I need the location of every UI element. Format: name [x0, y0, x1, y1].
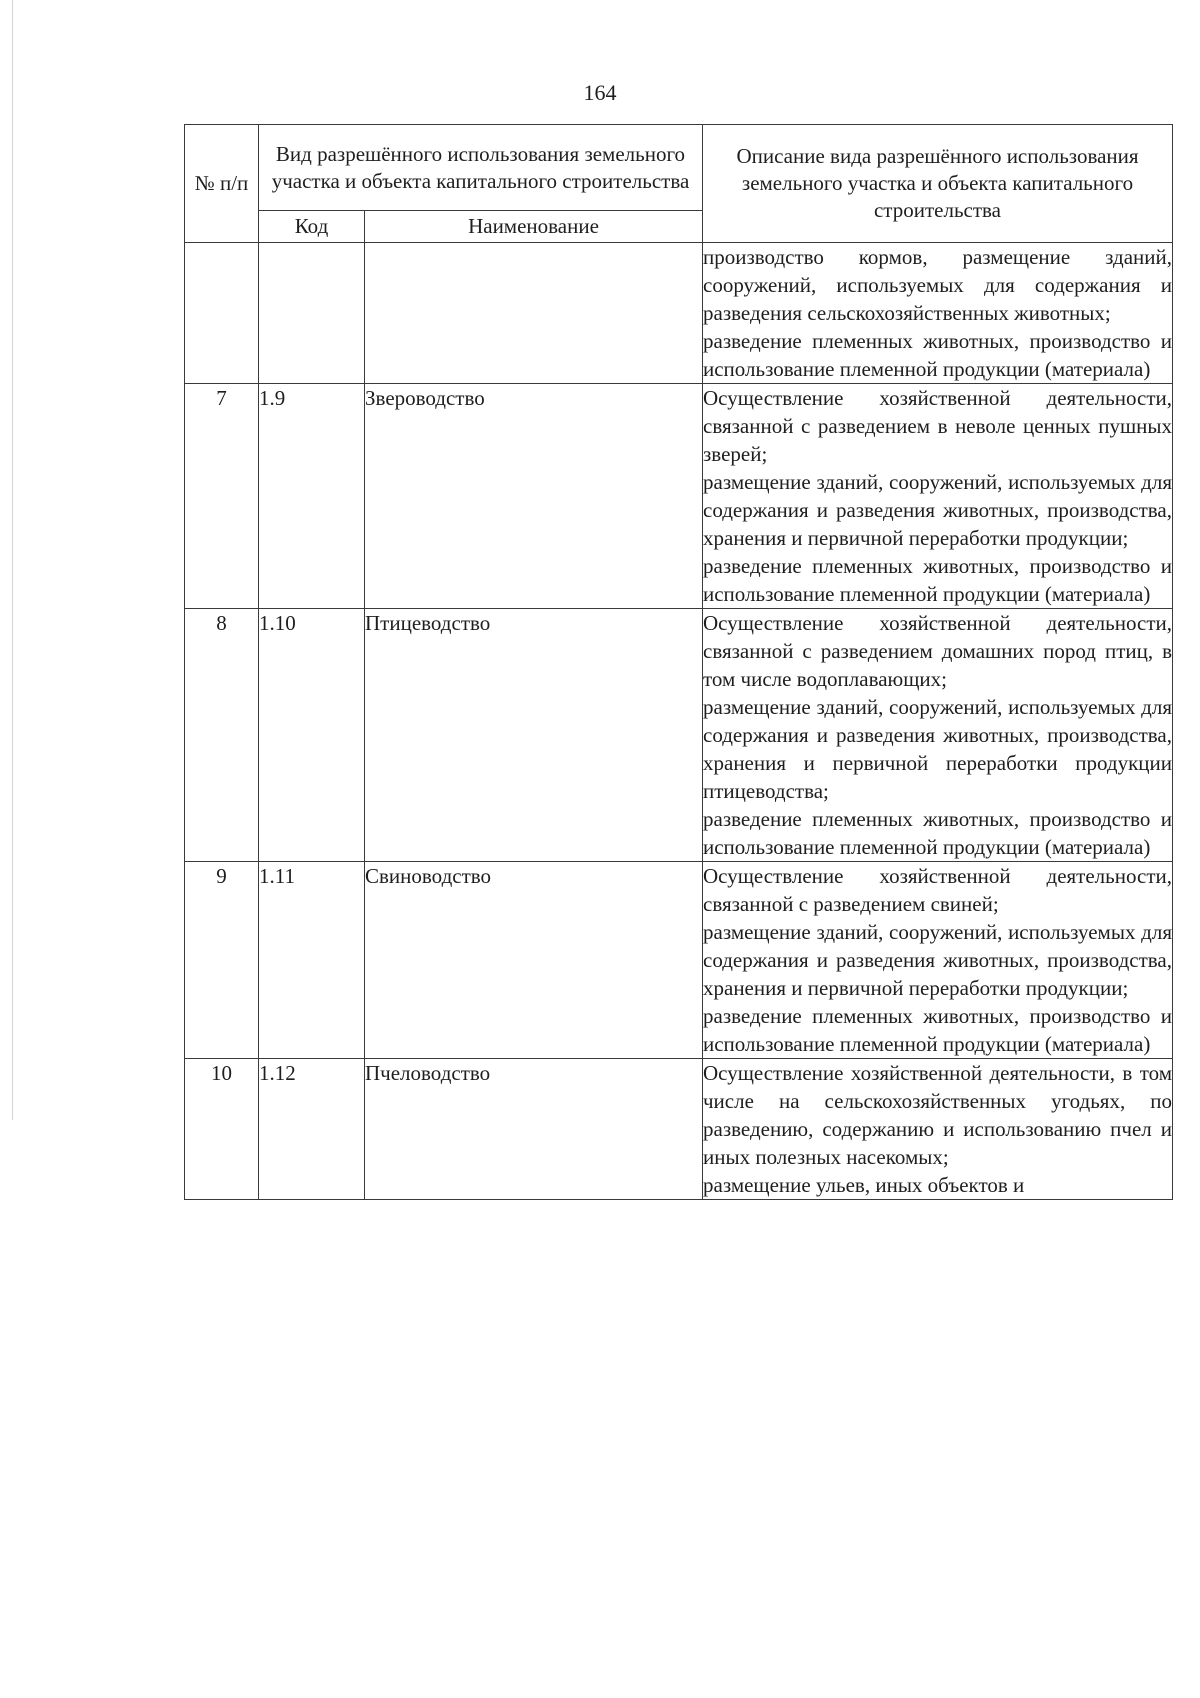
description-paragraph: разведение племенных животных, производство и использование племенной продукции (материала) [703, 554, 1172, 606]
row-number: 9 [185, 862, 259, 1059]
description-paragraph: Осуществление хозяйственной деятельности, связанной с разведением свиней; [703, 864, 1172, 916]
header-code: Код [259, 211, 365, 243]
header-number: № п/п [185, 125, 259, 243]
description-paragraph: разведение племенных животных, производство и использование племенной продукции (материала) [703, 329, 1172, 381]
row-name [365, 243, 703, 384]
land-use-table [184, 124, 1173, 1200]
row-description [703, 862, 1173, 1059]
table-row [185, 243, 1173, 384]
table-row [185, 384, 1173, 609]
row-name: Звероводство [365, 384, 703, 609]
row-code [259, 243, 365, 384]
description-paragraph: размещение зданий, сооружений, используемых для содержания и разведения животных, производства, хранения и первичной переработки продукции; [703, 470, 1172, 550]
row-name: Свиноводство [365, 862, 703, 1059]
scan-edge-line [12, 0, 13, 1120]
row-code: 1.9 [259, 384, 365, 609]
table-row [185, 862, 1173, 1059]
row-number: 8 [185, 609, 259, 862]
description-paragraph: размещение зданий, сооружений, используемых для содержания и разведения животных, производства, хранения и первичной переработки продукции; [703, 920, 1172, 1000]
header-description: Описание вида разрешённого использования земельного участка и объекта капитального строительства [703, 125, 1173, 243]
row-code: 1.12 [259, 1059, 365, 1200]
table-row [185, 609, 1173, 862]
page-number: 164 [583, 80, 617, 105]
description-paragraph: разведение племенных животных, производство и использование племенной продукции (материала) [703, 1004, 1172, 1056]
row-name: Птицеводство [365, 609, 703, 862]
row-description [703, 243, 1173, 384]
row-code: 1.10 [259, 609, 365, 862]
description-paragraph: Осуществление хозяйственной деятельности, связанной с разведением в неволе ценных пушных зверей; [703, 386, 1172, 466]
description-paragraph: разведение племенных животных, производство и использование племенной продукции (материала) [703, 807, 1172, 859]
table-header [185, 125, 1173, 243]
row-description [703, 384, 1173, 609]
row-number: 7 [185, 384, 259, 609]
description-paragraph: размещение зданий, сооружений, используемых для содержания и разведения животных, производства, хранения и первичной переработки продукции птицеводства; [703, 695, 1172, 803]
row-description [703, 1059, 1173, 1200]
row-description [703, 609, 1173, 862]
table-row [185, 1059, 1173, 1200]
row-number: 10 [185, 1059, 259, 1200]
description-paragraph: Осуществление хозяйственной деятельности, связанной с разведением домашних пород птиц, в том числе водоплавающих; [703, 611, 1172, 691]
description-paragraph: производство кормов, размещение зданий, сооружений, используемых для содержания и разведения сельскохозяйственных животных; [703, 245, 1172, 325]
header-use-type: Вид разрешённого использования земельного участка и объекта капитального строительства [259, 125, 703, 211]
description-paragraph: размещение ульев, иных объектов и [703, 1173, 1025, 1197]
description-paragraph: Осуществление хозяйственной деятельности, в том числе на сельскохозяйственных угодьях, по разведению, содержанию и использованию пчел и иных полезных насекомых; [703, 1061, 1172, 1169]
header-name: Наименование [365, 211, 703, 243]
row-number [185, 243, 259, 384]
row-code: 1.11 [259, 862, 365, 1059]
row-name: Пчеловодство [365, 1059, 703, 1200]
table-body [185, 243, 1173, 1200]
